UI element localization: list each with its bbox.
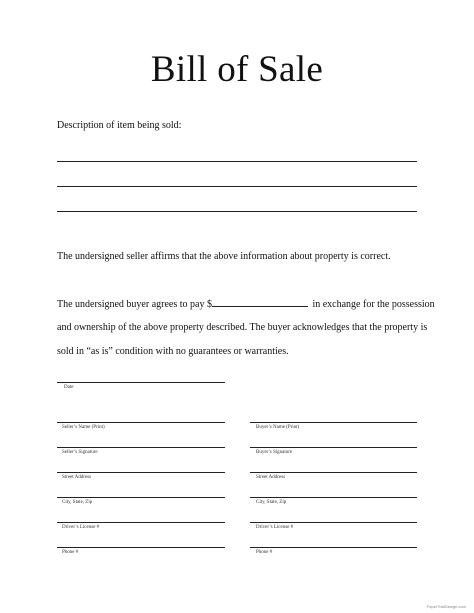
- buyer-agreement-prefix: The undersigned buyer agrees to pay $: [57, 299, 212, 310]
- seller-street-label: Street Address: [62, 475, 92, 480]
- seller-affirmation-text: The undersigned seller affirms that the above information about property is correct.: [57, 251, 391, 262]
- buyer-agreement-suffix: in exchange for the possession: [309, 299, 435, 310]
- buyer-street-line[interactable]: [250, 472, 417, 473]
- description-line-1[interactable]: [57, 161, 417, 162]
- buyer-name-label: Buyer’s Name (Print): [256, 425, 300, 430]
- buyer-name-line[interactable]: [250, 422, 417, 423]
- description-label: Description of item being sold:: [57, 120, 182, 131]
- buyer-agreement-line-1: [57, 297, 435, 311]
- seller-signature-line[interactable]: [57, 447, 225, 448]
- price-blank[interactable]: [212, 297, 308, 307]
- description-line-2[interactable]: [57, 186, 417, 187]
- seller-name-label: Seller’s Name (Print): [62, 425, 105, 430]
- seller-city-line[interactable]: [57, 497, 225, 498]
- seller-name-line[interactable]: [57, 422, 225, 423]
- buyer-phone-label: Phone #: [256, 550, 273, 555]
- footer-credit[interactable]: PaperTrailDesign.com: [426, 604, 466, 609]
- seller-license-line[interactable]: [57, 522, 225, 523]
- date-line[interactable]: [57, 382, 225, 383]
- page-title: Bill of Sale: [150, 49, 324, 90]
- seller-phone-line[interactable]: [57, 547, 225, 548]
- buyer-phone-line[interactable]: [250, 547, 417, 548]
- buyer-city-label: City, State, Zip: [256, 500, 287, 505]
- seller-city-label: City, State, Zip: [62, 500, 93, 505]
- seller-phone-label: Phone #: [62, 550, 79, 555]
- buyer-license-label: Driver’s License #: [256, 525, 294, 530]
- date-label: Date: [64, 385, 74, 390]
- buyer-license-line[interactable]: [250, 522, 417, 523]
- seller-street-line[interactable]: [57, 472, 225, 473]
- buyer-city-line[interactable]: [250, 497, 417, 498]
- seller-signature-label: Seller’s Signature: [62, 450, 98, 455]
- buyer-agreement-line-3: sold in “as is” condition with no guarantees or warranties.: [57, 346, 289, 357]
- buyer-signature-line[interactable]: [250, 447, 417, 448]
- seller-license-label: Driver’s License #: [62, 525, 100, 530]
- description-line-3[interactable]: [57, 211, 417, 212]
- buyer-street-label: Street Address: [256, 475, 286, 480]
- buyer-signature-label: Buyer’s Signature: [256, 450, 293, 455]
- buyer-agreement-line-2: and ownership of the above property described. The buyer acknowledges that the property is: [57, 322, 428, 333]
